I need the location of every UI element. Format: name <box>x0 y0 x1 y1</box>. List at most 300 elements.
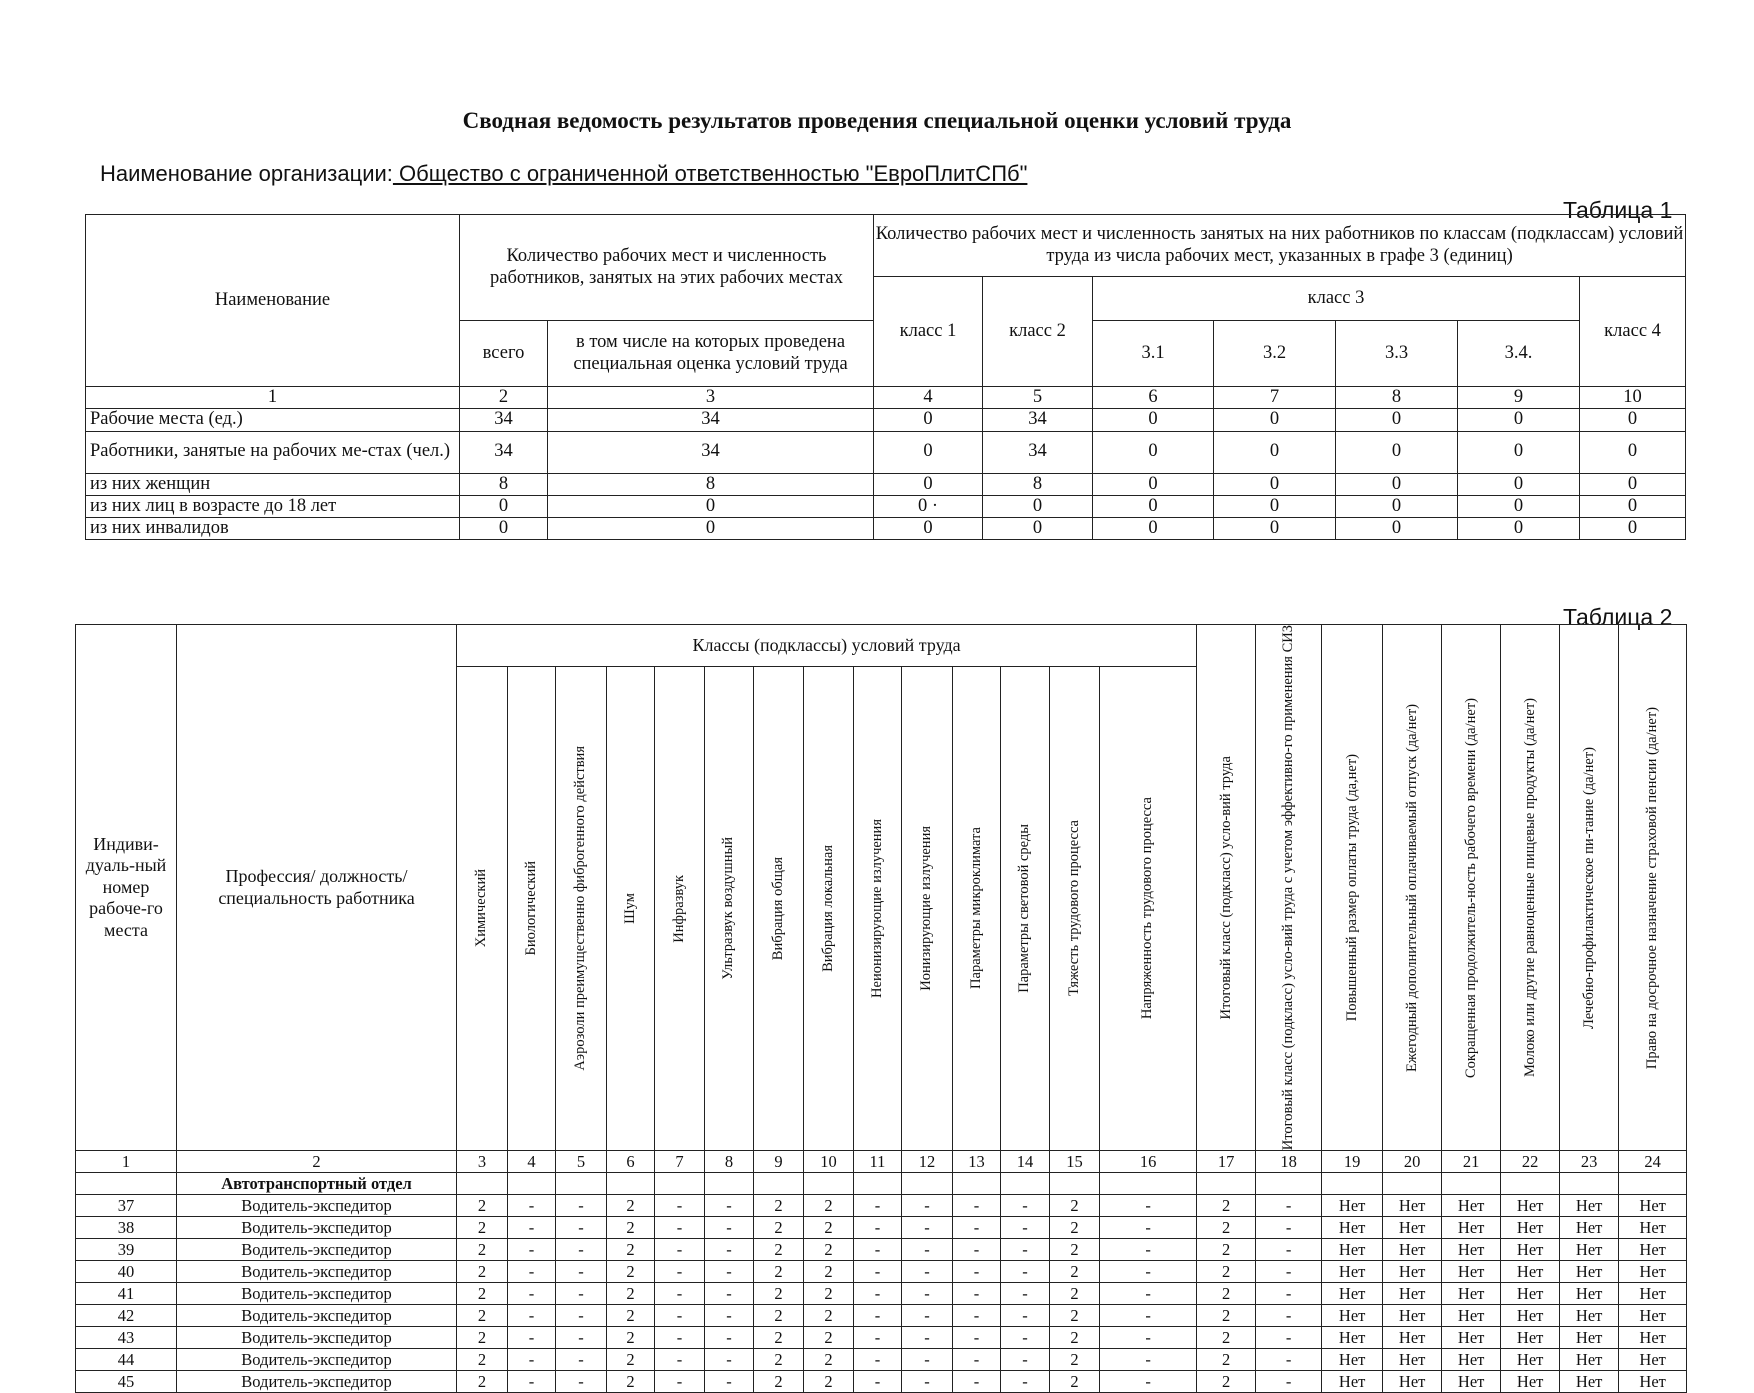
t1-column-number: 7 <box>1214 387 1336 409</box>
t2-cell: Нет <box>1619 1239 1687 1261</box>
t1-cell: 0 <box>460 518 548 540</box>
t2-empty-cell <box>1322 1173 1383 1195</box>
t2-cell: 2 <box>804 1195 854 1217</box>
t1-header-class4: класс 4 <box>1580 277 1686 387</box>
t2-cell: Нет <box>1442 1195 1501 1217</box>
t2-cell: Нет <box>1501 1283 1560 1305</box>
t2-cell: Нет <box>1501 1195 1560 1217</box>
t2-cell: 2 <box>804 1239 854 1261</box>
t2-cell: 2 <box>754 1261 804 1283</box>
t2-cell: - <box>508 1349 556 1371</box>
t2-column-number: 10 <box>804 1151 854 1173</box>
t2-workplace-id: 43 <box>76 1327 177 1349</box>
t2-cell: 2 <box>1197 1327 1256 1349</box>
t2-cell: - <box>556 1305 607 1327</box>
t2-cell: - <box>953 1195 1001 1217</box>
t2-cell: Нет <box>1383 1195 1442 1217</box>
t2-cell: - <box>556 1195 607 1217</box>
t2-header-factor: Биологический <box>508 666 556 1151</box>
t2-cell: Нет <box>1442 1217 1501 1239</box>
t2-column-number: 9 <box>754 1151 804 1173</box>
t1-header-3-4: 3.4. <box>1458 321 1580 387</box>
t2-row <box>76 1239 1687 1261</box>
t1-header-3-3: 3.3 <box>1336 321 1458 387</box>
t2-workplace-id: 39 <box>76 1239 177 1261</box>
t2-cell: - <box>1256 1239 1322 1261</box>
t1-row-label: из них женщин <box>86 473 460 495</box>
t2-cell: 2 <box>1197 1371 1256 1393</box>
t2-cell: - <box>508 1327 556 1349</box>
t2-cell: - <box>1256 1283 1322 1305</box>
t2-profession: Водитель-экспедитор <box>177 1327 457 1349</box>
t2-cell: - <box>854 1305 902 1327</box>
t2-cell: Нет <box>1501 1261 1560 1283</box>
t2-cell: Нет <box>1442 1327 1501 1349</box>
t2-cell: - <box>1256 1349 1322 1371</box>
workplace-table <box>75 624 1687 1393</box>
t2-header-final-class: Итоговый класс (подкласс) усло-вий труда <box>1197 625 1256 1151</box>
t2-cell: - <box>1100 1327 1197 1349</box>
t2-empty-cell <box>655 1173 705 1195</box>
t2-cell: 2 <box>607 1239 655 1261</box>
t2-cell: 2 <box>607 1217 655 1239</box>
t2-cell: 2 <box>1050 1239 1100 1261</box>
t1-cell: 0 <box>1580 473 1686 495</box>
t2-empty-cell <box>457 1173 508 1195</box>
t1-cell: 0 · <box>874 495 983 517</box>
t2-cell: - <box>705 1261 754 1283</box>
t1-column-number: 6 <box>1093 387 1214 409</box>
t2-cell: - <box>655 1217 705 1239</box>
t2-workplace-id: 37 <box>76 1195 177 1217</box>
t2-cell: - <box>902 1327 953 1349</box>
t2-cell: Нет <box>1619 1217 1687 1239</box>
t2-cell: 2 <box>607 1283 655 1305</box>
t2-cell: Нет <box>1560 1261 1619 1283</box>
t1-cell: 0 <box>1458 495 1580 517</box>
t2-cell: - <box>508 1239 556 1261</box>
t1-cell: 0 <box>1580 431 1686 473</box>
t1-row-label: Работники, занятые на рабочих ме-стах (чел.) <box>86 431 460 473</box>
t2-header-factor: Шум <box>607 666 655 1151</box>
t2-cell: - <box>1256 1195 1322 1217</box>
t1-cell: 0 <box>1458 518 1580 540</box>
t2-cell: Нет <box>1560 1349 1619 1371</box>
t2-row <box>76 1195 1687 1217</box>
t1-header-name: Наименование <box>86 215 460 387</box>
t2-cell: Нет <box>1619 1195 1687 1217</box>
t2-cell: 2 <box>1197 1261 1256 1283</box>
t2-cell: - <box>655 1371 705 1393</box>
t2-empty-cell <box>705 1173 754 1195</box>
t2-cell: - <box>556 1371 607 1393</box>
t2-cell: - <box>1100 1349 1197 1371</box>
t2-header-factor: Инфразвук <box>655 666 705 1151</box>
t2-cell: Нет <box>1560 1327 1619 1349</box>
t1-cell: 0 <box>1214 518 1336 540</box>
t2-header-factor: Параметры световой среды <box>1001 666 1050 1151</box>
t2-column-number: 1 <box>76 1151 177 1173</box>
t2-cell: - <box>953 1283 1001 1305</box>
t2-header-increased-pay: Повышенный размер оплаты труда (да,нет) <box>1322 625 1383 1151</box>
t2-cell: - <box>902 1283 953 1305</box>
t2-column-number: 21 <box>1442 1151 1501 1173</box>
t1-row-label: Рабочие места (ед.) <box>86 409 460 431</box>
t2-cell: 2 <box>607 1261 655 1283</box>
t2-cell: Нет <box>1383 1217 1442 1239</box>
t1-cell: 0 <box>1093 473 1214 495</box>
t2-header-factor: Химический <box>457 666 508 1151</box>
table2-caption: Таблица 2 <box>1563 604 1673 630</box>
t2-cell: 2 <box>457 1217 508 1239</box>
t2-cell: - <box>1100 1195 1197 1217</box>
t1-cell: 34 <box>983 431 1093 473</box>
t1-header-total: всего <box>460 321 548 387</box>
t2-column-number: 11 <box>854 1151 902 1173</box>
t2-empty-cell <box>508 1173 556 1195</box>
t1-column-numbers <box>86 387 1686 409</box>
t2-cell: - <box>556 1217 607 1239</box>
t2-cell: 2 <box>804 1349 854 1371</box>
t2-cell: 2 <box>754 1305 804 1327</box>
t1-cell: 8 <box>983 473 1093 495</box>
t2-cell: - <box>854 1261 902 1283</box>
t1-cell: 0 <box>983 495 1093 517</box>
t2-cell: 2 <box>1197 1217 1256 1239</box>
t2-cell: Нет <box>1501 1305 1560 1327</box>
t1-cell: 0 <box>874 473 983 495</box>
t2-cell: 2 <box>1050 1327 1100 1349</box>
t2-cell: 2 <box>607 1371 655 1393</box>
t1-cell: 0 <box>548 518 874 540</box>
t2-cell: Нет <box>1383 1371 1442 1393</box>
t1-cell: 34 <box>460 409 548 431</box>
t2-cell: Нет <box>1501 1217 1560 1239</box>
t2-cell: Нет <box>1383 1327 1442 1349</box>
t2-column-number: 20 <box>1383 1151 1442 1173</box>
t2-column-number: 15 <box>1050 1151 1100 1173</box>
t2-column-number: 24 <box>1619 1151 1687 1173</box>
t2-section-title: Автотранспортный отдел <box>177 1173 457 1195</box>
t1-column-number: 4 <box>874 387 983 409</box>
t2-header-profession: Профессия/ должность/ специальность работника <box>177 625 457 1151</box>
t2-column-number: 4 <box>508 1151 556 1173</box>
t1-column-number: 5 <box>983 387 1093 409</box>
t2-cell: - <box>902 1239 953 1261</box>
t2-cell: Нет <box>1383 1261 1442 1283</box>
t2-cell: Нет <box>1501 1349 1560 1371</box>
t2-cell: - <box>1001 1217 1050 1239</box>
t2-cell: - <box>1256 1327 1322 1349</box>
t2-cell: - <box>508 1261 556 1283</box>
t1-row <box>86 431 1686 473</box>
t2-cell: - <box>1001 1349 1050 1371</box>
t2-profession: Водитель-экспедитор <box>177 1305 457 1327</box>
t2-cell: - <box>1001 1195 1050 1217</box>
t2-cell: Нет <box>1619 1305 1687 1327</box>
t2-cell: - <box>854 1239 902 1261</box>
t2-cell: 2 <box>607 1349 655 1371</box>
t2-cell: 2 <box>457 1283 508 1305</box>
t2-workplace-id: 45 <box>76 1371 177 1393</box>
t2-empty-cell <box>1256 1173 1322 1195</box>
t2-cell: Нет <box>1383 1283 1442 1305</box>
t2-cell: Нет <box>1442 1283 1501 1305</box>
t1-cell: 0 <box>1336 409 1458 431</box>
t2-cell: - <box>953 1349 1001 1371</box>
t2-empty-cell <box>1560 1173 1619 1195</box>
t2-cell: - <box>705 1349 754 1371</box>
t2-cell: Нет <box>1383 1349 1442 1371</box>
t2-cell: Нет <box>1322 1327 1383 1349</box>
t2-cell: 2 <box>1050 1305 1100 1327</box>
t2-cell: - <box>902 1195 953 1217</box>
t2-cell: Нет <box>1442 1349 1501 1371</box>
t2-column-number: 6 <box>607 1151 655 1173</box>
t1-column-number: 8 <box>1336 387 1458 409</box>
t2-cell: 2 <box>457 1349 508 1371</box>
t1-cell: 0 <box>1093 518 1214 540</box>
t2-workplace-id: 38 <box>76 1217 177 1239</box>
t2-cell: Нет <box>1560 1371 1619 1393</box>
t2-cell: Нет <box>1560 1217 1619 1239</box>
t2-profession: Водитель-экспедитор <box>177 1349 457 1371</box>
t2-empty-cell <box>804 1173 854 1195</box>
t1-header-count: Количество рабочих мест и численность работников, занятых на этих рабочих местах <box>460 215 874 321</box>
t2-column-number: 12 <box>902 1151 953 1173</box>
t2-empty-cell <box>1501 1173 1560 1195</box>
t2-cell: - <box>705 1195 754 1217</box>
t2-cell: Нет <box>1442 1371 1501 1393</box>
t2-cell: Нет <box>1619 1349 1687 1371</box>
t1-cell: 0 <box>1336 431 1458 473</box>
t2-cell: 2 <box>1197 1283 1256 1305</box>
t2-cell: 2 <box>607 1195 655 1217</box>
t2-cell: Нет <box>1383 1239 1442 1261</box>
t2-cell: - <box>556 1349 607 1371</box>
t2-cell: - <box>655 1283 705 1305</box>
t2-cell: 2 <box>804 1217 854 1239</box>
t2-cell: 2 <box>804 1305 854 1327</box>
t2-column-number: 2 <box>177 1151 457 1173</box>
t2-cell: - <box>1100 1305 1197 1327</box>
t2-cell: 2 <box>1197 1305 1256 1327</box>
t2-cell: - <box>556 1261 607 1283</box>
t2-cell: - <box>1256 1261 1322 1283</box>
t2-cell: - <box>556 1239 607 1261</box>
t2-cell: Нет <box>1322 1261 1383 1283</box>
t1-row-label: из них лиц в возрасте до 18 лет <box>86 495 460 517</box>
t1-row-label: из них инвалидов <box>86 518 460 540</box>
t2-cell: - <box>1256 1217 1322 1239</box>
t2-column-numbers <box>76 1151 1687 1173</box>
t2-cell: - <box>854 1349 902 1371</box>
t1-cell: 0 <box>1580 495 1686 517</box>
t1-cell: 0 <box>1214 495 1336 517</box>
t2-header-factor: Напряженность трудового процесса <box>1100 666 1197 1151</box>
t1-row <box>86 409 1686 431</box>
t2-header-factor: Параметры микроклимата <box>953 666 1001 1151</box>
t2-cell: - <box>854 1283 902 1305</box>
t2-empty-cell <box>1050 1173 1100 1195</box>
t2-empty-cell <box>1442 1173 1501 1195</box>
t2-column-number: 14 <box>1001 1151 1050 1173</box>
t2-cell: - <box>953 1239 1001 1261</box>
t1-cell: 0 <box>1458 431 1580 473</box>
t2-cell: - <box>953 1261 1001 1283</box>
t2-cell: 2 <box>754 1239 804 1261</box>
t2-cell: - <box>655 1195 705 1217</box>
t2-cell: 2 <box>457 1327 508 1349</box>
t2-profession: Водитель-экспедитор <box>177 1371 457 1393</box>
t1-cell: 8 <box>460 473 548 495</box>
t2-header-early-pension: Право на досрочное назначение страховой пенсии (да/нет) <box>1619 625 1687 1151</box>
t2-cell: - <box>655 1261 705 1283</box>
t2-empty-cell <box>902 1173 953 1195</box>
t2-cell: - <box>1100 1217 1197 1239</box>
t2-cell: Нет <box>1560 1239 1619 1261</box>
t2-cell: - <box>854 1327 902 1349</box>
t2-cell: Нет <box>1501 1239 1560 1261</box>
t1-cell: 0 <box>1458 409 1580 431</box>
t2-row <box>76 1261 1687 1283</box>
t1-cell: 0 <box>1458 473 1580 495</box>
t2-profession: Водитель-экспедитор <box>177 1195 457 1217</box>
t2-workplace-id: 41 <box>76 1283 177 1305</box>
t2-header-factor: Тяжесть трудового процесса <box>1050 666 1100 1151</box>
t2-cell: - <box>508 1305 556 1327</box>
t2-row <box>76 1327 1687 1349</box>
t2-cell: - <box>705 1327 754 1349</box>
t2-cell: - <box>902 1261 953 1283</box>
t2-cell: - <box>953 1217 1001 1239</box>
t2-cell: 2 <box>457 1305 508 1327</box>
t1-column-number: 2 <box>460 387 548 409</box>
t2-header-additional-leave: Ежегодный дополнительный оплачиваемый отпуск (да/нет) <box>1383 625 1442 1151</box>
t2-cell: - <box>556 1327 607 1349</box>
summary-table <box>85 214 1686 540</box>
t2-cell: Нет <box>1322 1283 1383 1305</box>
t2-cell: Нет <box>1619 1327 1687 1349</box>
t1-cell: 0 <box>1580 409 1686 431</box>
t1-cell: 0 <box>1093 409 1214 431</box>
t2-cell: - <box>902 1371 953 1393</box>
t2-column-number: 18 <box>1256 1151 1322 1173</box>
t2-column-number: 8 <box>705 1151 754 1173</box>
t2-cell: 2 <box>1050 1283 1100 1305</box>
t2-header-factor: Неионизирующие излучения <box>854 666 902 1151</box>
t1-cell: 0 <box>983 518 1093 540</box>
t2-cell: 2 <box>1197 1349 1256 1371</box>
t1-cell: 0 <box>548 495 874 517</box>
t2-cell: - <box>1256 1305 1322 1327</box>
t2-cell: 2 <box>804 1261 854 1283</box>
organization-label: Наименование организации: <box>100 161 393 186</box>
t2-cell: 2 <box>804 1327 854 1349</box>
t2-cell: - <box>705 1239 754 1261</box>
t2-cell: Нет <box>1442 1239 1501 1261</box>
t2-cell: - <box>902 1349 953 1371</box>
t2-header-milk: Молоко или другие равноценные пищевые продукты (да/нет) <box>1501 625 1560 1151</box>
t2-cell: - <box>902 1217 953 1239</box>
t2-cell: - <box>705 1283 754 1305</box>
t2-cell: 2 <box>754 1195 804 1217</box>
t2-cell: - <box>508 1283 556 1305</box>
t2-cell: - <box>705 1305 754 1327</box>
t2-header-factor: Вибрация локальная <box>804 666 854 1151</box>
t2-cell: 2 <box>1050 1261 1100 1283</box>
t2-cell: - <box>1100 1283 1197 1305</box>
t2-workplace-id: 40 <box>76 1261 177 1283</box>
t1-cell: 34 <box>983 409 1093 431</box>
t2-header-id: Индиви-дуаль-ный номер рабоче-го места <box>76 625 177 1151</box>
t1-cell: 8 <box>548 473 874 495</box>
t2-cell: - <box>953 1371 1001 1393</box>
t2-header-factor: Ультразвук воздушный <box>705 666 754 1151</box>
organization-line <box>100 161 1027 187</box>
t2-row <box>76 1349 1687 1371</box>
t2-cell: - <box>902 1305 953 1327</box>
t2-cell: - <box>655 1305 705 1327</box>
t1-cell: 0 <box>1214 473 1336 495</box>
t2-cell: Нет <box>1560 1305 1619 1327</box>
t2-cell: - <box>508 1371 556 1393</box>
t2-cell: - <box>1001 1327 1050 1349</box>
t1-cell: 0 <box>874 518 983 540</box>
t1-cell: 34 <box>460 431 548 473</box>
t2-cell: 2 <box>457 1195 508 1217</box>
t2-cell: - <box>705 1217 754 1239</box>
t2-cell: Нет <box>1322 1195 1383 1217</box>
t2-cell: - <box>1100 1371 1197 1393</box>
t2-column-number: 23 <box>1560 1151 1619 1173</box>
t2-cell: 2 <box>1050 1371 1100 1393</box>
t2-cell: 2 <box>607 1327 655 1349</box>
t2-cell: 2 <box>457 1371 508 1393</box>
t2-empty-cell <box>1619 1173 1687 1195</box>
t2-empty-cell <box>953 1173 1001 1195</box>
t2-cell: Нет <box>1619 1261 1687 1283</box>
t2-column-number: 13 <box>953 1151 1001 1173</box>
t2-empty-cell <box>1197 1173 1256 1195</box>
t1-cell: 34 <box>548 431 874 473</box>
t2-cell: - <box>854 1217 902 1239</box>
t1-column-number: 9 <box>1458 387 1580 409</box>
t2-cell: - <box>854 1371 902 1393</box>
t2-cell: - <box>655 1349 705 1371</box>
t2-cell: 2 <box>607 1305 655 1327</box>
t2-cell: - <box>655 1239 705 1261</box>
t2-column-number: 19 <box>1322 1151 1383 1173</box>
t2-cell: 2 <box>804 1283 854 1305</box>
t2-column-number: 5 <box>556 1151 607 1173</box>
t2-cell: - <box>556 1283 607 1305</box>
t1-column-number: 3 <box>548 387 874 409</box>
t2-cell: - <box>1256 1371 1322 1393</box>
t2-row <box>76 1217 1687 1239</box>
t2-header-factor: Вибрация общая <box>754 666 804 1151</box>
t2-column-number: 16 <box>1100 1151 1197 1173</box>
t1-row <box>86 518 1686 540</box>
t2-cell: Нет <box>1322 1371 1383 1393</box>
t2-column-number: 17 <box>1197 1151 1256 1173</box>
t1-cell: 0 <box>874 431 983 473</box>
t2-cell: Нет <box>1619 1371 1687 1393</box>
t1-row <box>86 495 1686 517</box>
t2-cell: - <box>854 1195 902 1217</box>
t1-header-class2: класс 2 <box>983 277 1093 387</box>
t2-cell: - <box>705 1371 754 1393</box>
